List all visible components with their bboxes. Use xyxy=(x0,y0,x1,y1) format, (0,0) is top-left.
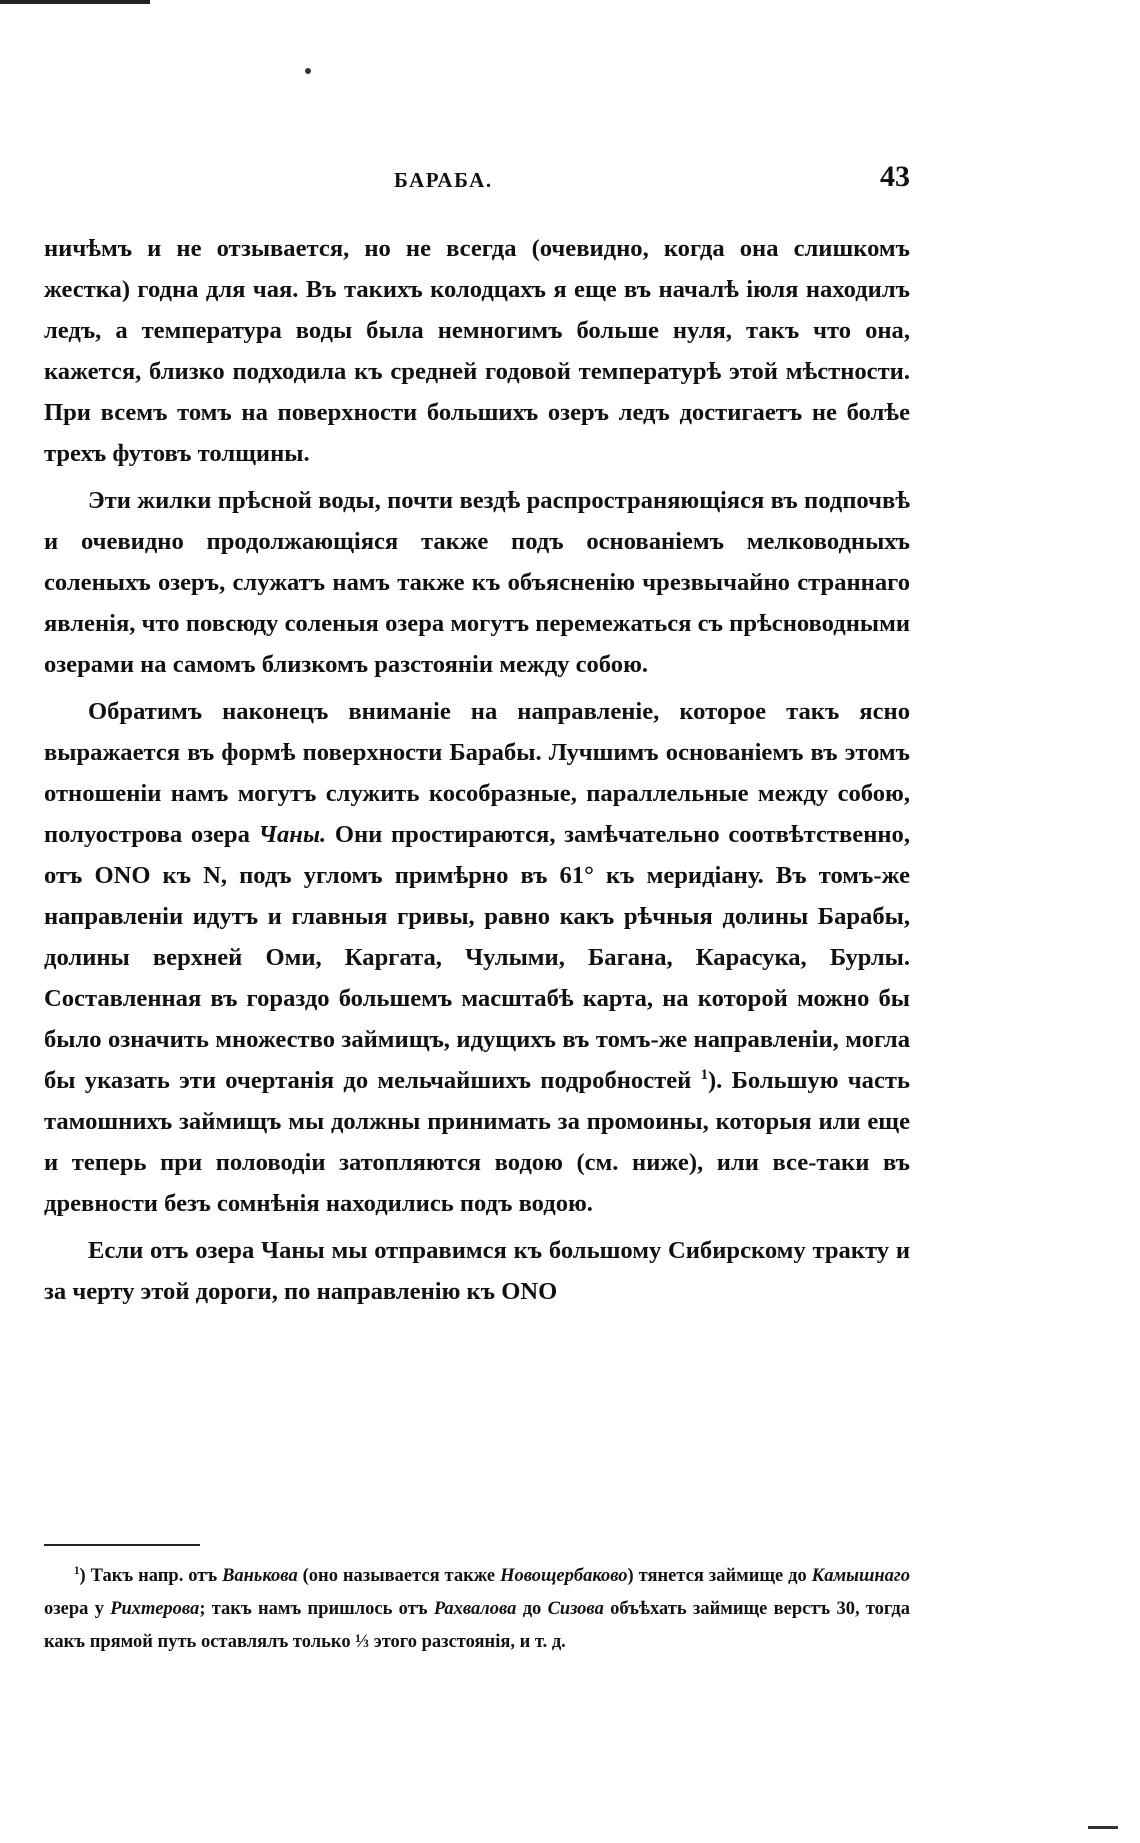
page-number: 43 xyxy=(880,160,910,193)
footnote-place-3: Камышнаго xyxy=(811,1566,910,1586)
scan-edge-mark xyxy=(0,0,150,4)
footnote-place-1: Ванькова xyxy=(222,1566,298,1586)
footnote-text-g: озера у xyxy=(44,1599,111,1619)
footnote-text-e: ) тянется займище до xyxy=(627,1566,812,1586)
footnote-place-4: Рихтерова xyxy=(110,1599,200,1619)
paragraph-2 xyxy=(44,480,910,685)
paragraph-4 xyxy=(44,1230,910,1312)
paragraph-4-text: Если отъ озера Чаны мы отправимся къ большому Сибирскому тракту и за черту этой дороги, по направленію къ ONO xyxy=(44,1237,910,1305)
footnote-divider xyxy=(44,1544,200,1546)
paragraph-2-text: Эти жилки прѣсной воды, почти вездѣ распространяющіяся въ подпочвѣ и очевидно продолжающіяся также подъ основаніемъ мелководныхъ соленыхъ озеръ, служатъ намъ также къ объясненію чрезвычайно страннаго явленія, что повсюду соленыя озера могутъ перемежаться съ прѣсноводными озерами на самомъ близкомъ разстояніи между собою. xyxy=(44,487,910,678)
paragraph-3-lake-name: Чаны. xyxy=(258,821,327,848)
scan-edge-mark-bottom xyxy=(1088,1826,1118,1829)
body-text xyxy=(44,228,910,1318)
footnote-place-6: Сизова xyxy=(547,1599,604,1619)
footnote-place-5: Рахвалова xyxy=(433,1599,517,1619)
running-head xyxy=(44,160,910,200)
footnote-text-m: объѣхать займище верстъ 30, тогда какъ прямой путь оставлялъ только ⅓ этого разстоянія, и т. д. xyxy=(44,1599,911,1652)
paragraph-3-text-c: Они простираются, замѣчательно соотвѣтственно, отъ ONO къ N, подъ угломъ примѣрно въ 61° къ меридіану. Въ томъ-же направленіи идутъ и главныя гривы, равно какъ рѣчныя долины Барабы, долины верхней Оми, Каргата, Чулыми, Багана, Карасука, Бурлы. Составленная въ гораздо большемъ масштабѣ карта, на которой можно бы было означить множество займищъ, идущихъ въ томъ-же направленіи, могла бы указать эти очертанія до мельчайшихъ подробностей xyxy=(44,821,910,1094)
paragraph-3 xyxy=(44,691,910,1224)
ink-speck xyxy=(305,68,311,74)
footnote-text-a: ) Такъ напр. отъ xyxy=(79,1566,223,1586)
footnote xyxy=(44,1560,910,1659)
footnote-text-i: ; такъ намъ пришлось отъ xyxy=(199,1599,434,1619)
footnote-text-c: (оно называется также xyxy=(297,1566,501,1586)
footnote-text-k: до xyxy=(516,1599,548,1619)
footnote-place-2: Новощербаково xyxy=(500,1566,628,1586)
running-title: БАРАБА. xyxy=(394,168,493,192)
paragraph-3-text-a: Обратимъ наконецъ вниманіе на направленіе, которое такъ ясно выражается въ формѣ поверхности Барабы. Лучшимъ основаніемъ въ этомъ отношеніи намъ могутъ служить кособразные, параллельные между собою, полуострова озера xyxy=(44,698,910,848)
footnote-reference[interactable]: 1 xyxy=(700,1066,708,1083)
paragraph-3-text-e: ). Большую часть тамошнихъ займищъ мы должны принимать за промоины, которыя или еще и теперь при половодіи затопляются водою (см. ниже), или все-таки въ древности безъ сомнѣнія находились подъ водою. xyxy=(44,1067,910,1217)
paragraph-1-text: ничѣмъ и не отзывается, но не всегда (очевидно, когда она слишкомъ жестка) годна для чая. Въ такихъ колодцахъ я еще въ началѣ іюля находилъ ледъ, а температура воды была немногимъ больше нуля, такъ что она, кажется, близко подходила къ средней годовой температурѣ этой мѣстности. При всемъ томъ на поверхности большихъ озеръ ледъ достигаетъ не болѣе трехъ футовъ толщины. xyxy=(44,235,910,467)
footnote-marker: 1 xyxy=(74,1564,80,1577)
paragraph-1 xyxy=(44,228,910,474)
